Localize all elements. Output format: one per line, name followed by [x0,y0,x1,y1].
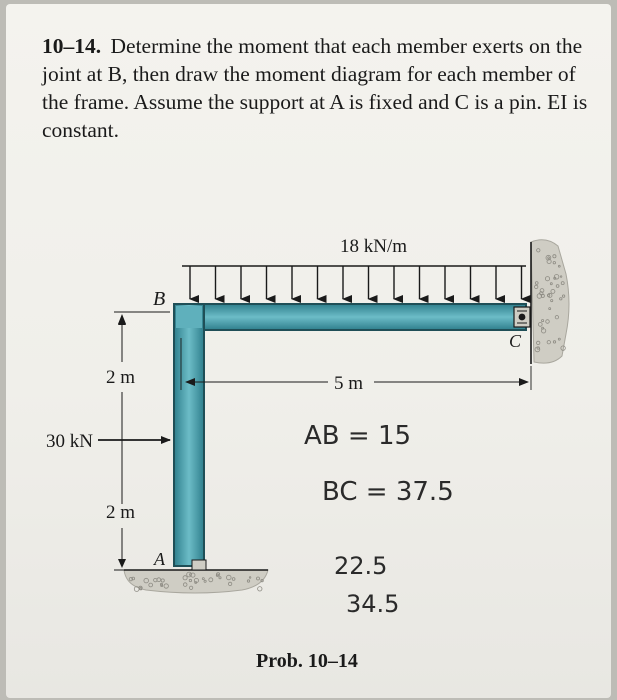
span-dimension [181,338,531,394]
label-a: A [154,549,165,569]
textbook-page [6,4,611,698]
point-load [46,431,170,452]
problem-number: 10–14. [42,34,102,58]
handwritten-notes [304,421,454,618]
joint-b [176,306,202,328]
note-value-2: 34.5 [346,590,400,618]
figure-caption: Prob. 10–14 [256,650,358,672]
load-arrows [190,266,522,299]
upper-height-label: 2 m [106,367,136,388]
column-ab [174,304,204,566]
base-plate [192,560,206,570]
gravel-dot [258,587,262,591]
note-value-1: 22.5 [334,552,388,580]
fixed-support-a [124,560,268,593]
lower-height-label: 2 m [106,502,136,523]
label-c: C [509,331,522,351]
height-dimensions [106,312,170,570]
distributed-load [182,236,526,299]
force-label: 30 kN [46,431,93,452]
wall-support-c [531,240,569,364]
note-bc: BC = 37.5 [322,477,454,507]
beam-bc [174,304,526,330]
load-label: 18 kN/m [340,236,408,257]
pin-support-c [514,307,530,327]
label-b: B [153,288,166,310]
problem-body: Determine the moment that each member exerts on the joint at B, then draw the moment diagram for each member of the frame. Assume the support at A is fixed and C is a pin. EI is constant. [42,34,588,142]
frame-diagram [6,4,611,698]
note-ab: AB = 15 [304,421,412,451]
span-label: 5 m [334,373,364,394]
